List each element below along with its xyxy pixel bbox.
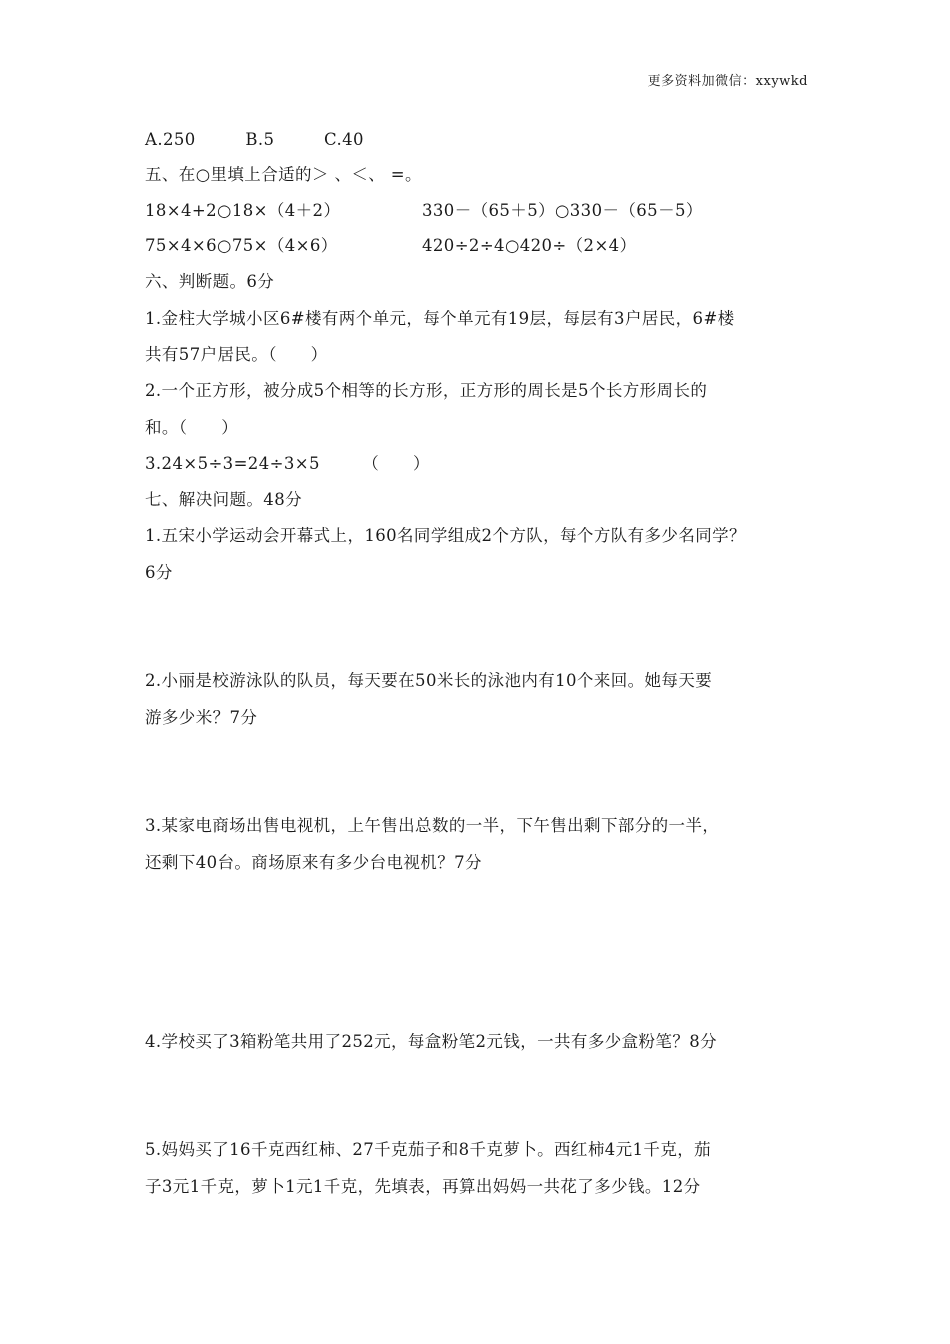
section7-q2-line1: 2.小丽是校游泳队的队员，每天要在50米长的泳池内有10个来回。她每天要 (145, 671, 713, 690)
option-c: C.40 (324, 130, 364, 149)
section6-q2-line2: 和。（ ） (145, 418, 239, 437)
header-contact-note: 更多资料加微信：xxywkd (647, 74, 808, 89)
section5-row1-right: 330－（65＋5）○330－（65－5） (422, 201, 703, 220)
section5-row1-left: 18×4+2○18×（4＋2） (145, 201, 341, 220)
section6-q1-line1: 1.金柱大学城小区6#楼有两个单元，每个单元有19层，每层有3户居民，6#楼 (145, 309, 735, 328)
section5-row1 (145, 199, 703, 223)
section5-row2-left: 75×4×6○75×（4×6） (145, 236, 338, 255)
section7-title: 七、解决问题。48分 (145, 490, 302, 509)
section7-q5-line2: 子3元1千克，萝卜1元1千克，先填表，再算出妈妈一共花了多少钱。12分 (145, 1177, 701, 1196)
section7-q3-line1: 3.某家电商场出售电视机，上午售出总数的一半，下午售出剩下部分的一半， (145, 816, 720, 835)
section5-title: 五、在○里填上合适的＞ 、＜、 =。 (145, 165, 422, 184)
section6-q3: 3.24×5÷3=24÷3×5 （ ） (145, 454, 430, 473)
section5-row2-right: 420÷2÷4○420÷（2×4） (422, 236, 637, 255)
section6-q1-line2: 共有57户居民。（ ） (145, 345, 328, 364)
section7-q1-line2: 6分 (145, 563, 173, 582)
section7-q1-line1: 1.五宋小学运动会开幕式上，160名同学组成2个方队，每个方队有多少名同学？ (145, 526, 746, 545)
options-line (145, 128, 408, 152)
section7-q3-line2: 还剩下40台。商场原来有多少台电视机？7分 (145, 853, 482, 872)
section7-q2-line2: 游多少米？7分 (145, 708, 258, 727)
section7-q5-line1: 5.妈妈买了16千克西红柿、27千克茄子和8千克萝卜。西红柿4元1千克，茄 (145, 1140, 712, 1159)
option-b: B.5 (245, 130, 275, 149)
section5-row2 (145, 234, 637, 258)
option-a: A.250 (145, 130, 196, 149)
section7-q4: 4.学校买了3箱粉笔共用了252元，每盒粉笔2元钱，一共有多少盒粉笔？8分 (145, 1032, 718, 1051)
section6-title: 六、判断题。6分 (145, 272, 275, 291)
section6-q2-line1: 2.一个正方形，被分成5个相等的长方形，正方形的周长是5个长方形周长的 (145, 381, 708, 400)
